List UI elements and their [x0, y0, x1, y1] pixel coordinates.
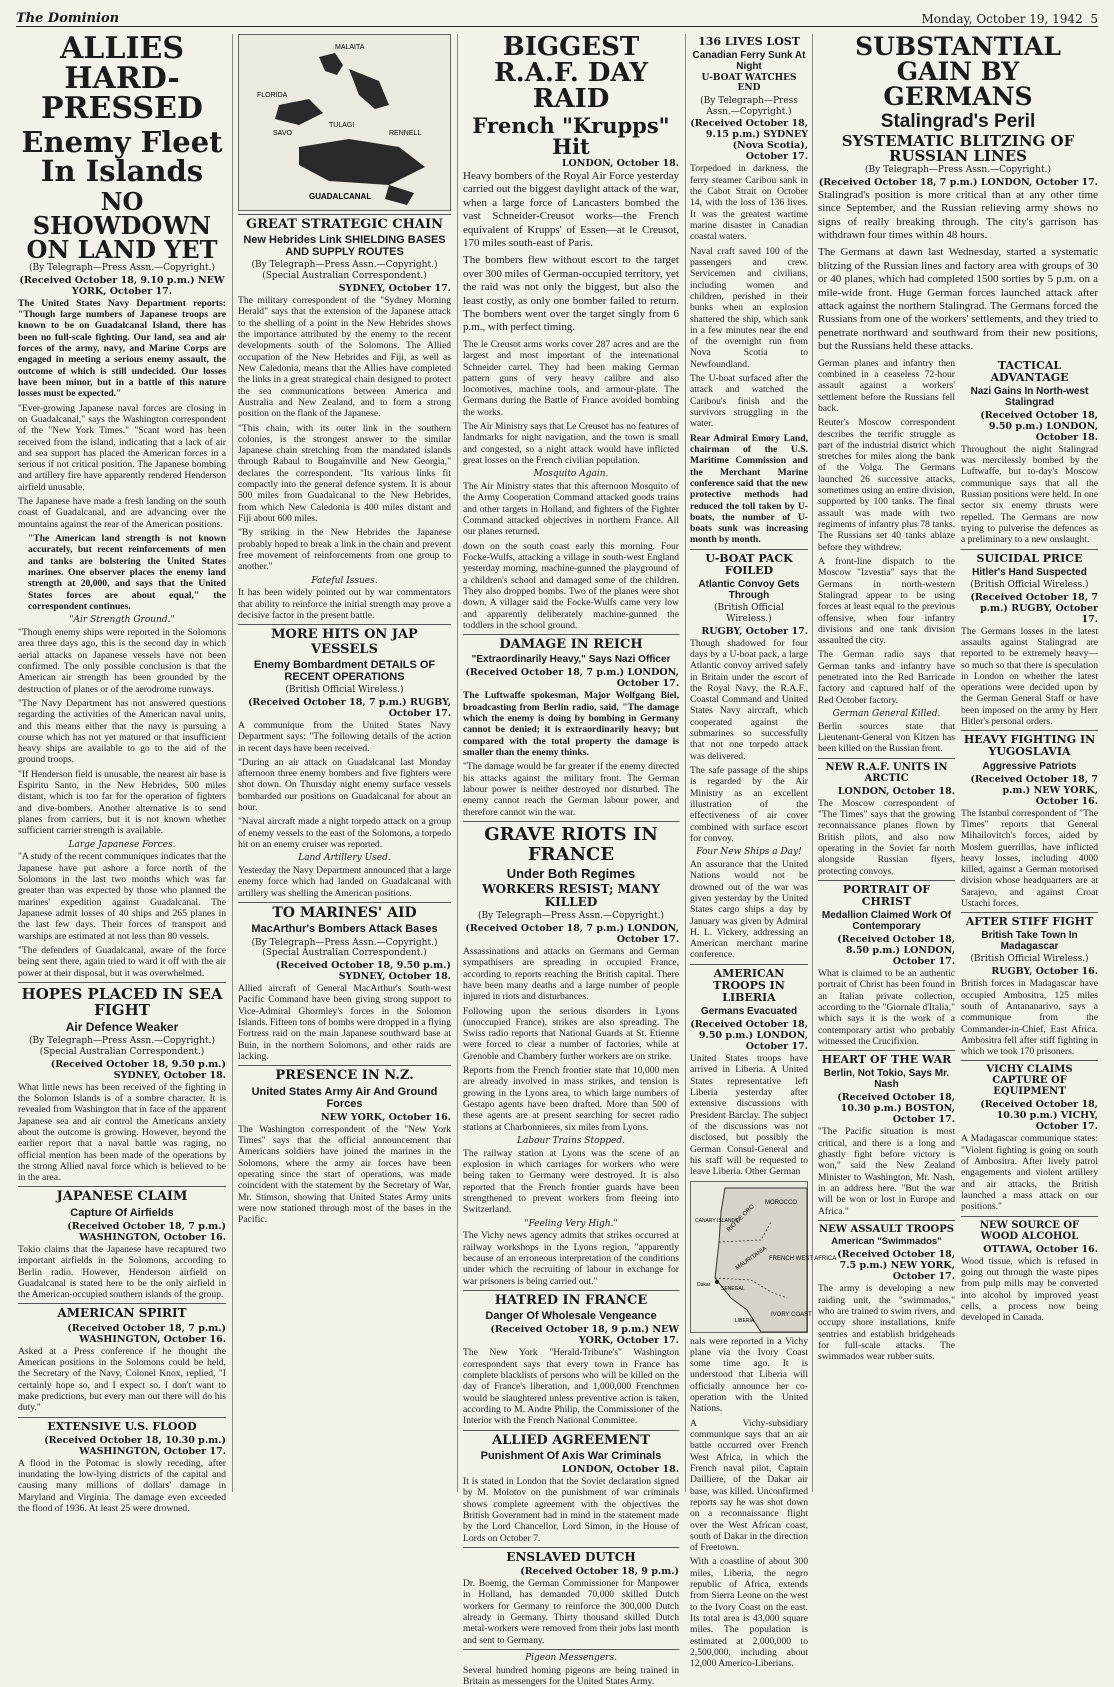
paragraph: The Vichy news agency admits that strikes occurred at railway workshops in the Lyons region, "apparently because of an erroneous interpretation of the conditions under which the recruiting of labour in exchange for war prisoners is being carried out." — [463, 1230, 679, 1287]
paragraph: Though shadowed for four days by a U-boat pack, a large Atlantic convoy arrived safely in Britain under the escort of the Royal Navy, the R.A.F., Coastal Command and United States Navy aircraft, which cooperated against the submarines so successfully that not one torpedo attack was delivered. — [690, 637, 808, 762]
paragraph: It has been widely pointed out by war commentators that ability to reinforce the initial strength may prove a decisive factor in the present battle. — [238, 587, 451, 621]
headline: TO MARINES' AID — [272, 905, 417, 922]
headline: NEW R.A.F. UNITS IN ARCTIC — [825, 761, 948, 784]
divider — [463, 1430, 679, 1431]
headline: GRAVE RIOTS IN FRANCE — [484, 823, 658, 865]
map-label: Dakar — [697, 1281, 711, 1288]
map-label: SAVO — [273, 130, 292, 137]
paragraph: "The Navy Department has not answered questions regarding the activities of the American naval units, and this means either that the navy is pursuing a course which has not yet matured or that insufficient heavy ships are available to go to the aid of the ground troops. — [18, 697, 226, 766]
paragraph: Reuter's Moscow correspondent describes the terrific struggle as part of the industrial district which stretches for miles along the bank of the Volga. The Germans launched 26 successive attacks, sometimes using an entire division, supported by 100 tanks. The final assault was made with two regiments of infantry plus 78 tanks. The Russians set 40 tanks ablaze before they withdrew. — [818, 417, 955, 553]
article-marines — [238, 906, 451, 1062]
column-1 — [18, 31, 226, 1514]
headline: ALLIED AGREEMENT — [492, 1432, 650, 1448]
subhead: Four New Ships a Day! — [696, 847, 802, 858]
map-label: FLORIDA — [257, 92, 288, 99]
headline: NO SHOWDOWN ON LAND YET — [26, 187, 218, 264]
divider — [690, 549, 808, 550]
map-label: MOROCCO — [765, 1199, 797, 1206]
divider — [818, 1050, 955, 1051]
article-spirit — [18, 1307, 226, 1413]
article-canadian — [690, 36, 808, 546]
byline: (By Telegraph—Press Assn.—Copyright.) — [700, 95, 798, 117]
paragraph: Rear Admiral Emory Land, chairman of the U.S. Maritime Commission and the Merchant Marine conference said that the new protective methods had reduced the toll taken by U-boats, the number of U-boats sunk was increasing month by month. — [690, 432, 808, 546]
paragraph: Tokio claims that the Japanese have recaptured two important airfields in the Solomons, according to Berlin radio. However, Henderson airfield on Guadalcanal is stated here to be the only airfield in the American-occupied southern islands of the group. — [18, 1243, 226, 1301]
divider — [961, 1060, 1098, 1061]
dateline: NEW YORK, October 16. — [320, 1111, 451, 1123]
divider — [463, 821, 679, 822]
paragraph: A Madagascar communique states: "Violent fighting is going on south of Ambositra. After lively patrol engagements and violent artillery and air attacks, the British launched a mass attack on our positions." — [961, 1133, 1098, 1213]
map-label: RIO DE ORO — [726, 1203, 756, 1233]
paragraph: The Moscow correspondent of "The Times" says that the growing reconnaissance planes flown by British pilots, and also now operating in the Soviet far north alongside Russian flyers, protecting convoys. — [818, 797, 955, 877]
map-label: IVORY COAST — [771, 1311, 812, 1318]
paragraph: The le Creusot arms works cover 287 acres and are the largest and most important of the international Schneider cartel. They had been making German pattern guns of very heavy calibre and also locomotives, machine tools, and armour-plate. The Germans during the Battle of France avoided bombing the works. — [463, 338, 679, 418]
paragraph: "The American land strength is not known accurately, but recent reinforcements of men and tanks are bolstering the United States marines. One observer places the enemy land strength at 20,000, and says that the United States forces are about equal," the correspondent continues. — [28, 533, 226, 612]
subheadline: Air Defence Weaker — [65, 1019, 179, 1034]
headline: DAMAGE IN REICH — [499, 637, 643, 653]
byline: (British Official Wireless.) — [714, 602, 784, 624]
paragraph: Following upon the serious disorders in Lyons (unoccupied France), strikes are also spreading. The Swiss radio reports that National Guards at St. Etienne were forced to clear a number of factories, while at Grenoble and Chambery further workers are on strike. — [463, 1005, 679, 1062]
map-label: MALAITA — [335, 44, 365, 51]
divider — [961, 912, 1098, 913]
map-label: FRENCH WEST AFRICA — [769, 1255, 837, 1262]
paragraph: The safe passage of the ships is regarded by the Air Ministry as an excellent illustration of the effectiveness of air cover combined with surface escort for convoy. — [690, 765, 808, 844]
west-africa-map-graphic — [691, 1182, 837, 1332]
article-raf-raid — [463, 34, 679, 631]
subheadline: Berlin, Not Tokio, Says Mr. Nash — [823, 1068, 950, 1091]
dateline: (Received October 18, 9.15 p.m.) SYDNEY (Nova Scotia), October 17. — [690, 118, 808, 163]
headline: French "Krupps" Hit — [472, 113, 670, 159]
divider — [961, 1216, 1098, 1217]
solomons-map-graphic — [239, 35, 450, 210]
solomons-map — [238, 34, 451, 211]
paragraph: "If Henderson field is unusable, the nearest air base is Espiritu Santo, in the New Hebrides, 500 miles distant, which is too far for the operation of fighters and dive-bombers. Another alternative is to send planes from carriers, but it is not known whether sufficient carrier strength is available. — [18, 768, 226, 837]
dateline: (Received October 18, 7 p.m.) LONDON, October 17. — [818, 176, 1098, 188]
headline: HATRED IN FRANCE — [494, 1293, 648, 1308]
divider — [18, 1186, 226, 1187]
headline: ALLIES HARD-PRESSED — [41, 31, 203, 126]
lead-paragraph: The bombers flew without escort to the target over 300 miles of German-occupied territory, yet the raid was not only the biggest, but also the least costly, as only one bomber failed to return. The bombers went over the target singly from 6 p.m., with perfect timing. — [463, 254, 679, 334]
divider — [238, 624, 451, 625]
dateline: (Received October 18, 10.30 p.m.) BOSTON, October 17. — [837, 1092, 955, 1126]
headline: GREAT STRATEGIC CHAIN — [246, 217, 443, 232]
article-chain — [238, 218, 451, 621]
dateline: (Received October 18, 10.30 p.m.) VICHY, October 17. — [980, 1099, 1098, 1133]
subhead: Land Artillery Used. — [298, 853, 391, 864]
byline: (British Official Wireless.) — [285, 685, 404, 696]
subheadline: Aggressive Patriots — [982, 760, 1077, 772]
article-uboat — [690, 553, 808, 961]
headline: HEAVY FIGHTING IN YUGOSLAVIA — [963, 733, 1096, 759]
divider — [961, 730, 1098, 731]
headline: HEART OF THE WAR — [821, 1053, 952, 1067]
paragraph: The German radio says that German tanks and infantry have penetrated into the Red Barricade factory and captured half of the Red October factory. — [818, 649, 955, 706]
subheadline: Enemy Bombardment DETAILS OF RECENT OPERATIONS — [253, 658, 436, 683]
divider — [463, 634, 679, 635]
paragraph: German planes and infantry then combined in a ceaseless 72-hour assault against a workers' settlement before the Russians fell back. — [818, 357, 955, 414]
headline: Stalingrad's Peril — [880, 111, 1036, 132]
article-riots — [463, 825, 679, 1287]
headline: BIGGEST R.A.F. DAY RAID — [494, 32, 648, 114]
headline: Enemy Fleet In Islands — [21, 125, 223, 188]
paragraph: "Though enemy ships were reported in the Solomons area three days ago, this is the second day in which aerial attacks on Japanese vessels have not been confirmed. The only possible conclusion is that the American air strength has been grounded by the destruction of planes or of the aerodrome runways. — [18, 627, 226, 695]
article-allies — [18, 31, 226, 979]
paragraph: The army is developing a new raiding unit, the "swimmados," who are trained to swim rivers, and occupy shore installations, knife sentries and establish bridgeheads for full-scale attacks. The swimmados wear rubber suits. — [818, 1283, 955, 1363]
subhead: Mosquito Again. — [533, 469, 609, 480]
subhead: Pigeon Messengers. — [525, 1652, 617, 1663]
dateline: RUGBY, October 17. — [701, 625, 808, 637]
headline: AMERICAN SPIRIT — [57, 1306, 187, 1321]
headline: EXTENSIVE U.S. FLOOD — [47, 1419, 197, 1433]
dateline: (Received October 18, 7 p.m.) WASHINGTON, October 16. — [67, 1220, 226, 1243]
column-rule — [232, 34, 233, 1492]
dateline: LONDON, October 18. — [561, 1463, 679, 1475]
subheadline: MacArthur's Bombers Attack Bases — [251, 923, 438, 936]
map-label: CANARY ISLANDS — [695, 1217, 739, 1224]
article-jap-vessels — [238, 628, 451, 899]
byline: (By Telegraph—Press Assn.—Copyright.) (Special Australian Correspondent.) — [29, 1036, 215, 1057]
subhead: Large Japanese Forces. — [68, 839, 176, 850]
byline: (By Telegraph—Press Assn.—Copyright.) — [29, 263, 215, 273]
paragraph: Naval craft saved 100 of the passengers and crew. Servicemen and civilians, including women and children, perished in their bunks when an explosion shattered the ship, which sank in a few minutes near the end of the overnight run from Nova Scotia to Newfoundland. — [690, 245, 808, 370]
dateline: LONDON, October 18. — [837, 785, 955, 797]
divider — [18, 1303, 226, 1304]
paragraph: With a coastline of about 300 miles, Liberia, the negro republic of Africa, extends from Sierra Leone on the west to the Ivory Coast on the east. Its total area is 43,000 square miles. The population is estimated at 2,000,000 to 2,500,000, including about 12,000 Americo-Liberians. — [690, 1556, 808, 1670]
subhead: "Feeling Very High." — [524, 1218, 618, 1229]
byline: (By Telegraph—Press Assn.—Copyright.) — [865, 165, 1051, 175]
paragraph: A Vichy-subsidiary communique says that an air battle occurred over French West Africa, in which the French naval pilot, Captain Dailliere, of the Dakar air base, was killed. Unconfirmed reports say he was shot down on a reconnaissance flight over the West African coast, south of Dakar in the direction of Freetown. — [690, 1417, 808, 1554]
article-pigeons — [463, 1653, 679, 1687]
subheadline: American "Swimmados" — [831, 1235, 942, 1247]
paragraph: Throughout the night Stalingrad was mercilessly bombed by the Luftwaffe, but to-day's Moscow communique says that all the Russian positions were held. In one sector six enemy thrusts were repelled. The Germans are now trying to pulverise the defences as a preliminary to a new onslaught. — [961, 443, 1098, 546]
dateline: (Received October 18, 7 p.m.) WASHINGTON, October 16. — [67, 1322, 226, 1345]
headline: SUICIDAL PRICE — [976, 551, 1083, 565]
subheadline: Atlantic Convoy Gets Through — [698, 578, 800, 601]
column-3 — [463, 32, 679, 1687]
divider — [238, 214, 451, 215]
map-label: SENEGAL — [721, 1285, 745, 1292]
headline: ENSLAVED DUTCH — [506, 1549, 636, 1564]
subheadline: Germans Evacuated — [700, 1006, 798, 1018]
paragraph: A front-line dispatch to the Moscow "Izvestia" says that the Germans in north-western Stalingrad appear to be using forces at least equal to the previous offensive, when four infantry divisions and one tank division assaulted the city. — [818, 555, 955, 647]
paragraph: The Air Ministry says that Le Creusot has no features of landmarks for night navigation, and the town is small and congested, so a night attack would have inflicted great losses on the French civilian population. — [463, 421, 679, 466]
headline: PORTRAIT OF CHRIST — [842, 882, 931, 909]
subheadline: WORKERS RESIST; MANY KILLED — [482, 881, 660, 909]
dateline: (Received October 18, 9.50 p.m.) LONDON, October 17. — [690, 1019, 808, 1053]
paragraph: The railway station at Lyons was the scene of an explosion in which carriages for workers who were being taken to Germany were destroyed. It is also reported that the French frontier guards have been strengthened to prevent workers from fleeing into Switzerland. — [463, 1147, 679, 1216]
subheadline: Danger Of Wholesale Vengeance — [485, 1310, 657, 1323]
subheadline: "Extraordinarily Heavy," Says Nazi Officer — [471, 654, 671, 666]
subhead: German General Killed. — [832, 709, 941, 720]
divider — [238, 1065, 451, 1066]
headline: SUBSTANTIAL GAIN BY GERMANS — [855, 32, 1061, 111]
column-5a — [818, 358, 955, 1366]
lead-paragraph: The Germans at dawn last Wednesday, started a systematic blitzing of the Russian lines and factory area with groups of 30 or 40 planes, which had completed 1500 sorties by 5 p.m. on a mile-wide front. Huge German forces launched attack after attack against the northern Stalingrad. The Germans forced the Russians from one of the workers' settlements, and they tried to penetrate northward and southward from their new positions, but the Russians held these attacks. — [818, 246, 1098, 353]
article-flood — [18, 1421, 226, 1515]
paragraph: Berlin sources state that Lieutenant-General von Kitzen has been killed on the Russian front. — [818, 720, 955, 755]
paragraph: It is stated in London that the Soviet declaration signed by M. Molotov on the punishment of war criminals shows complete agreement with the objectives the British Government had in mind in the statement made by the Lord Chancellor, Lord Simon, in the House of Lords on October 7. — [463, 1475, 679, 1544]
paragraph: nals were reported in a Vichy plane via the Ivory Coast some time ago. It is understood that Liberia will officially announce her co-operation with the United Nations. — [690, 1335, 808, 1415]
dateline: LONDON, October 18. — [561, 158, 679, 169]
article-dutch — [463, 1551, 679, 1646]
paragraph: Reports from the French frontier state that 10,000 men are already involved in mass strikes, and tension is growing in the Lyons area, to which large numbers of Gestapo agents have been drafted. More than 500 of these agents are at present searching for secret radio stations at Charbonnieres, six miles from Lyons. — [463, 1065, 679, 1133]
divider — [690, 964, 808, 965]
headline: SYSTEMATIC BLITZING OF RUSSIAN LINES — [841, 132, 1075, 165]
subhead: "Air Strength Ground." — [69, 615, 175, 626]
dateline: (Received October 18, 9 p.m.) — [520, 1566, 679, 1578]
paragraph: The U-boat surfaced after the attack and watched the Caribou's finish and the survivors struggling in the water. — [690, 373, 808, 430]
paragraph: "A study of the recent communiques indicates that the Japanese have put ashore a force north of the Solomons in the last two months which was far greater than was expected by those who planned the marines' expedition against Guadalcanal. The Japanese admit losses of 40 ships and 265 planes in the last few days. Their forces of transport and warships are estimated at not less than 80 vessels. — [18, 851, 226, 942]
paragraph: "The Pacific situation is most critical, and there is a long and ghastly fight before victory is won," said the New Zealand Minister to Washington, Mr. Nash, in an address here. "But the war will be won or lost in Europe and Africa." — [818, 1126, 955, 1217]
subheadline: Medallion Claimed Work Of Contemporary — [821, 910, 952, 933]
column-5b — [961, 358, 1098, 1366]
masthead — [16, 4, 1098, 27]
divider — [818, 1220, 955, 1221]
paragraph: "Ever-growing Japanese naval forces are closing in on Guadalcanal," says the Washington correspondent of the "New York Times." "Scant word has been received from the island, indicating that a lack of air and sea support has placed the American forces in a serious if not critical position. The Japanese bombing and artillery fire have apparently rendered Henderson airfield unusable. — [18, 402, 226, 493]
paragraph: "During an air attack on Guadalcanal last Monday afternoon three enemy bombers and five fighters were shot down. On Thursday night enemy surface vessels bombarded our positions on Guadalcanal for about an hour. — [238, 756, 451, 814]
paragraph: Yesterday the Navy Department announced that a large enemy force which had landed on Guadalcanal with artillery was shelling the American positions. — [238, 865, 451, 899]
headline: TACTICAL ADVANTAGE — [990, 358, 1069, 384]
column-rule — [457, 34, 458, 1492]
paragraph: An assurance that the United Nations would not be drowned out of the war was given yesterday by the United States cargo ships a day by January was given by Admiral H. L. Vickery, addressing an American merchant marine conference. — [690, 858, 808, 961]
paragraph: "By striking in the New Hebrides the Japanese probably hoped to break a link in the chain and prevent free movement of reinforcements from one group to another." — [238, 527, 451, 573]
subheadline: Punishment Of Axis War Criminals — [480, 1449, 662, 1462]
paragraph: The Washington correspondent of the "New York Times" says that the official announcement that Americans soldiers have joined the marines in the Solomons, where the army air forces have been operating since the start of operations, was made coincident with the statement by the Secretary of War, Mr. Stimson, showing that United States Army units were now stationed through most of the bases in the Pacific. — [238, 1123, 451, 1226]
article-hatred — [463, 1294, 679, 1427]
subheadline: British Take Town In Madagascar — [981, 930, 1078, 953]
divider — [818, 758, 955, 759]
paragraph: "The defenders of Guadalcanal, aware of the force being sent there, again tried to ward it off with the air power at their disposal, but it was overwhelmed. — [18, 944, 226, 979]
dateline: (Received October 18, 9.50 p.m.) LONDON, October 18. — [980, 409, 1098, 443]
map-label: MAURITANIA — [734, 1245, 769, 1272]
paragraph: The Germans losses in the latest assaults against Stalingrad are reported to be extremely heavy—so much so that there is speculation in London on whether the latest operations were decided upon by the German General Staff or have been imposed on the army by Herr Hitler's personal orders. — [961, 625, 1098, 728]
lead-paragraph: Stalingrad's position is more critical than at any other time since September, and the Russian relieving army shows no signs of really breaking through. The city's garrison has withdrawn four times within 48 hours. — [818, 188, 1098, 242]
headline: AMERICAN TROOPS IN LIBERIA — [713, 966, 785, 1004]
column-2 — [238, 34, 451, 1492]
paragraph: "Naval aircraft made a night torpedo attack on a group of enemy vessels to the east of the Solomons, a torpedo hit on an enemy cruiser was reported. — [238, 816, 451, 851]
subheadline: New Hebrides Link SHIELDING BASES AND SUPPLY ROUTES — [243, 234, 446, 259]
dateline: (Received October 18, 9.10 p.m.) NEW YORK, October 17. — [19, 274, 225, 297]
lead-paragraph: Heavy bombers of the Royal Air Force yesterday carried out the biggest daylight attack of the war, when a large force of Lancasters bombed the vast Schneider-Creusot works—the French equivalent of Krupps' of Essen—at le Creusot, 170 miles south-east of Paris. — [463, 170, 679, 250]
map-label: LIBERIA — [735, 1317, 755, 1324]
subheadline: United States Army Air And Ground Forces — [251, 1085, 438, 1110]
paragraph: The Luftwaffe spokesman, Major Wolfgang Biel, broadcasting from Berlin radio, said, "The damage which the enemy is doing by bombing in Germany cannot be denied; it is extraordinarily heavy; but compared with the total property the damage is smaller than the enemy thinks. — [463, 690, 679, 759]
paragraph: Several hundred homing pigeons are being trained in Britain as messengers for the United States Army. — [463, 1664, 679, 1687]
headline: JAPANESE CLAIM — [56, 1189, 188, 1205]
divider — [463, 1649, 679, 1650]
paragraph: The Istanbul correspondent of "The Times" reports that General Mihailovitch's forces, aided by Moslem guerrillas, have inflicted heavy losses, including 4000 killed, against a German motorised division whose headquarters are at Sarajevo, and against Croat Ustachi forces. — [961, 807, 1098, 910]
dateline: (Received October 18, 7 p.m.) LONDON, October 17. — [465, 922, 679, 945]
column-rule — [685, 34, 686, 1492]
byline: (By Telegraph—Press Assn.—Copyright.) — [478, 911, 664, 922]
paragraph: The Air Ministry states that this afternoon Mosquito of the Army Cooperation Command attacked goods trains and other targets in Holland, and fighters of the Fighter Command attacked objectives in northern France. All our planes returned. — [463, 481, 679, 538]
paragraph: The Japanese have made a fresh landing on the south coast of Guadalcanal, and are advancing over the mountains against the rear of the American positions. — [18, 496, 226, 530]
dateline: (Received October 18, 7 p.m.) RUGBY, October 17. — [970, 591, 1098, 625]
paragraph: British forces in Madagascar have occupied Ambositra, 125 miles south of Antananarivo, says a communique from the Commander-in-Chief, East Africa. Ambositra fell after stiff fighting in which we took 170 prisoners. — [961, 978, 1098, 1058]
headline: VICHY CLAIMS CAPTURE OF EQUIPMENT — [986, 1064, 1073, 1098]
article-stalingrad — [818, 34, 1098, 354]
dateline: (Received October 18, 7 p.m.) RUGBY, October 17. — [247, 696, 451, 719]
article-japanese-claim — [18, 1190, 226, 1300]
column-rule — [812, 34, 813, 1492]
divider — [818, 880, 955, 881]
paragraph: Asked at a Press conference if he thought the American positions in the Solomons could be held, the Secretary of the Navy, Colonel Knox, replied, "I certainly hope so, and I expect so. I don't want to make predictions, but every man out there will do his duty." — [18, 1345, 226, 1414]
column-5-split — [818, 358, 1098, 1366]
headline: MORE HITS ON JAP VESSELS — [271, 627, 418, 657]
article-hopes — [18, 986, 226, 1184]
dateline: (Received October 18, 9.50 p.m.) SYDNEY, October 18. — [50, 1058, 226, 1081]
issue-date — [921, 12, 1098, 26]
paragraph: The military correspondent of the "Sydney Morning Herald" says that the extension of the Japanese attack to the shelling of a point in the New Hebrides shows the importance attributed by the enemy to the recent developments south of the Solomons. The Allied occupation of the New Hebrides and Fiji, as well as New Caledonia, means that the Allies have completed the links in a great strategical chain designed to protect the sea communications between America and Australia and New Zealand, and to form a strong position on the flank of the Japanese. — [238, 295, 451, 420]
subhead: Fateful Issues. — [311, 575, 378, 586]
dateline: (Received October 18, 7.5 p.m.) NEW YORK, October 17. — [837, 1249, 955, 1283]
paragraph: Wood tissue, which is refused in going out through the waste pipes from pulp mills may be converted into alcohol by improved yeast cells, a process now being developed in Canada. — [961, 1255, 1098, 1324]
west-africa-map — [690, 1181, 837, 1333]
lead-paragraph: The United States Navy Department reports: "Though large numbers of Japanese troops are known to be on Guadalcanal Island, there has been no full-scale fighting. Our land, sea and air forces of the army, navy, and Marine Corps are engaged in meeting a serious enemy assault, the outcome of which is still undecided. Our losses have been minor, but in a battle of this nature losses must be expected." — [18, 297, 226, 400]
dateline: SYDNEY, October 17. — [338, 283, 451, 295]
headline: U-BOAT PACK FOILED — [705, 551, 793, 577]
paragraph: The New York "Herald-Tribune's" Washington correspondent says that every town in France has complete blacklists of persons who will be killed on the day of France's liberation, and 1,000,000 Frenchmen would be slaughtered unless preventive action is taken, according to M. Andre Philip, the Commissioner of the Interior with the French National Committee. — [463, 1347, 679, 1427]
page-number: 5 — [1090, 12, 1098, 26]
byline: (British Official Wireless.) — [970, 954, 1089, 965]
dateline: RUGBY, October 16. — [991, 966, 1098, 978]
headline: AFTER STIFF FIGHT — [965, 915, 1094, 929]
paragraph: Allied aircraft of General MacArthur's South-west Pacific Command have been giving strong support to Vice-Admiral Ghormley's forces in the Solomon Islands. Fifteen tons of bombs were dropped in a flying Fortress raid on the main Japanese southward base at Buin, in the northern Solomons, and other raids are lacking. — [238, 983, 451, 1063]
byline: (By Telegraph—Press Assn.—Copyright.) (Special Australian Correspondent.) — [251, 260, 438, 282]
article-allied — [463, 1434, 679, 1544]
dateline: OTTAWA, October 16. — [983, 1243, 1098, 1255]
headline: NEW ASSAULT TROOPS — [819, 1223, 954, 1235]
map-label: RENNELL — [389, 130, 422, 137]
paragraph: What is claimed to be an authentic portrait of Christ has been found in an Italian private collection, according to the "Giornale d'Italia," which says it is the work of a contemporary artist who probably witnessed the Crucifixion. — [818, 968, 955, 1048]
dateline: (Received October 18, 10.30 p.m.) WASHINGTON, October 17. — [44, 1434, 226, 1457]
divider — [18, 1417, 226, 1418]
paragraph: Torpedoed in darkness, the ferry steamer Caribou sank in the Cabot Strait on October 14, with the loss of 136 lives. It was the greatest wartime marine disaster in Canadian coastal waters. — [690, 163, 808, 243]
paragraph: A communique from the United States Navy Department says: "The following details of the action in recent days have been received. — [238, 719, 451, 754]
subheadline: Under Both Regimes — [506, 865, 636, 881]
column-4 — [690, 34, 837, 1670]
subheadline: Nazi Gains In North-west Stalingrad — [970, 385, 1089, 408]
dateline: (Received October 18, 9.50 p.m.) SYDNEY, October 18. — [275, 960, 451, 983]
dateline: (Received October 18, 8.50 p.m.) LONDON, October 17. — [837, 934, 955, 968]
subheadline: Capture Of Airfields — [70, 1206, 174, 1219]
subheadline: Hitler's Hand Suspected — [972, 566, 1087, 578]
paragraph: A flood in the Potomac is slowly receding, after inundating the low-lying districts of the capital and causing many millions of dollars' damage in Maryland and Virginia. The damage even exceeded the flood of 1936. At least 25 were drowned. — [18, 1457, 226, 1514]
dateline: (Received October 18, 7 p.m.) NEW YORK, October 16. — [970, 773, 1098, 807]
paragraph: What little news has been received of the fighting in the Solomon Islands is of a sombre character. It is revealed from Washington that in face of the apparent Japanese sea and air control the Americans anxiety about the outcome is growing. However, beyond the earlier report that a naval battle was raging, no official mention has been made of the operations by the strong Allied naval force which is believed to be in the area. — [18, 1081, 226, 1184]
paragraph: down on the south coast early this morning. Four Focke-Wulfs, attacking a village in south-west England yesterday morning, machine-gunned the playground of a children's school and damaged some of the children. They also dropped bombs. Two of the planes were shot down. A villager said the Focke-Wulfs came very low and apparently deliberately machine-gunned the toddlers in the school ground. — [463, 540, 679, 631]
article-liberia — [690, 966, 837, 1670]
article-presence — [238, 1069, 451, 1225]
paragraph: "The damage would be far greater if the enemy directed his attacks against the military front. The German labour power is neither destroyed nor disturbed. The enemy cannot reach the German labour power, and therefore cannot win the war. — [463, 761, 679, 818]
headline: PRESENCE IN N.Z. — [275, 1068, 414, 1084]
paragraph: Assassinations and attacks on Germans and German sympathisers are spreading in occupied France, according to reports reaching the British capital. There have been many deaths and a large number of people injured in riots and disturbances. — [463, 945, 679, 1003]
divider — [238, 902, 451, 903]
divider — [961, 549, 1098, 550]
paper-name: The Dominion — [16, 11, 120, 26]
subheadline: Canadian Ferry Sunk At Night — [692, 50, 806, 73]
divider — [463, 1547, 679, 1548]
map-label: GUADALCANAL — [309, 192, 372, 201]
issue-date-text: Monday, October 19, 1942 — [921, 12, 1083, 26]
paragraph: "This chain, with its outer link in the southern colonies, is the strongest answer to the similar Japanese chain stretching from the mandated islands through Rabaul to Bougainville and New Georgia," declares the correspondent. "Its various links fit compactly into the general defence system. It is about 500 miles from Guadalcanal to the New Hebrides, from which New Caledonia is 400 miles distant and Fiji about 600 miles. — [238, 422, 451, 525]
subhead: Labour Trains Stopped. — [517, 1135, 625, 1146]
dateline: (Received October 18, 7 p.m.) LONDON, October 17. — [465, 667, 679, 690]
divider — [463, 1290, 679, 1291]
dateline: (Received October 18, 9 p.m.) NEW YORK, October 17. — [490, 1324, 679, 1347]
map-label: TULAGI — [329, 122, 355, 129]
column-5 — [818, 34, 1098, 1492]
headline: 136 LIVES LOST — [698, 35, 800, 48]
subheadline: U-BOAT WATCHES END — [701, 73, 797, 93]
byline: (By Telegraph—Press Assn.—Copyright.) (Special Australian Correspondent.) — [251, 937, 438, 959]
article-damage — [463, 638, 679, 818]
divider — [18, 982, 226, 983]
paragraph: Dr. Boenig, the German Commissioner for Manpower in Holland, has demanded 70,000 skilled Dutch workers for Germany to reinforce the 300,000 Dutch already in Germany. Thirty thousand skilled Dutch metal-workers were removed from their jobs last month and sent to Germany. — [463, 1578, 679, 1646]
headline: HOPES PLACED IN SEA FIGHT — [21, 984, 223, 1020]
headline: NEW SOURCE OF WOOD ALCOHOL — [979, 1219, 1080, 1242]
paragraph: United States troops have arrived in Liberia. A United States representative left Liberia yesterday after extensive discussions with President Barclay. The subject of the discussions was not disclosed, but possibly the German Consul-General and his staff will be requested to leave Liberia. Other German — [690, 1053, 808, 1178]
byline: (British Official Wireless.) — [970, 579, 1089, 590]
